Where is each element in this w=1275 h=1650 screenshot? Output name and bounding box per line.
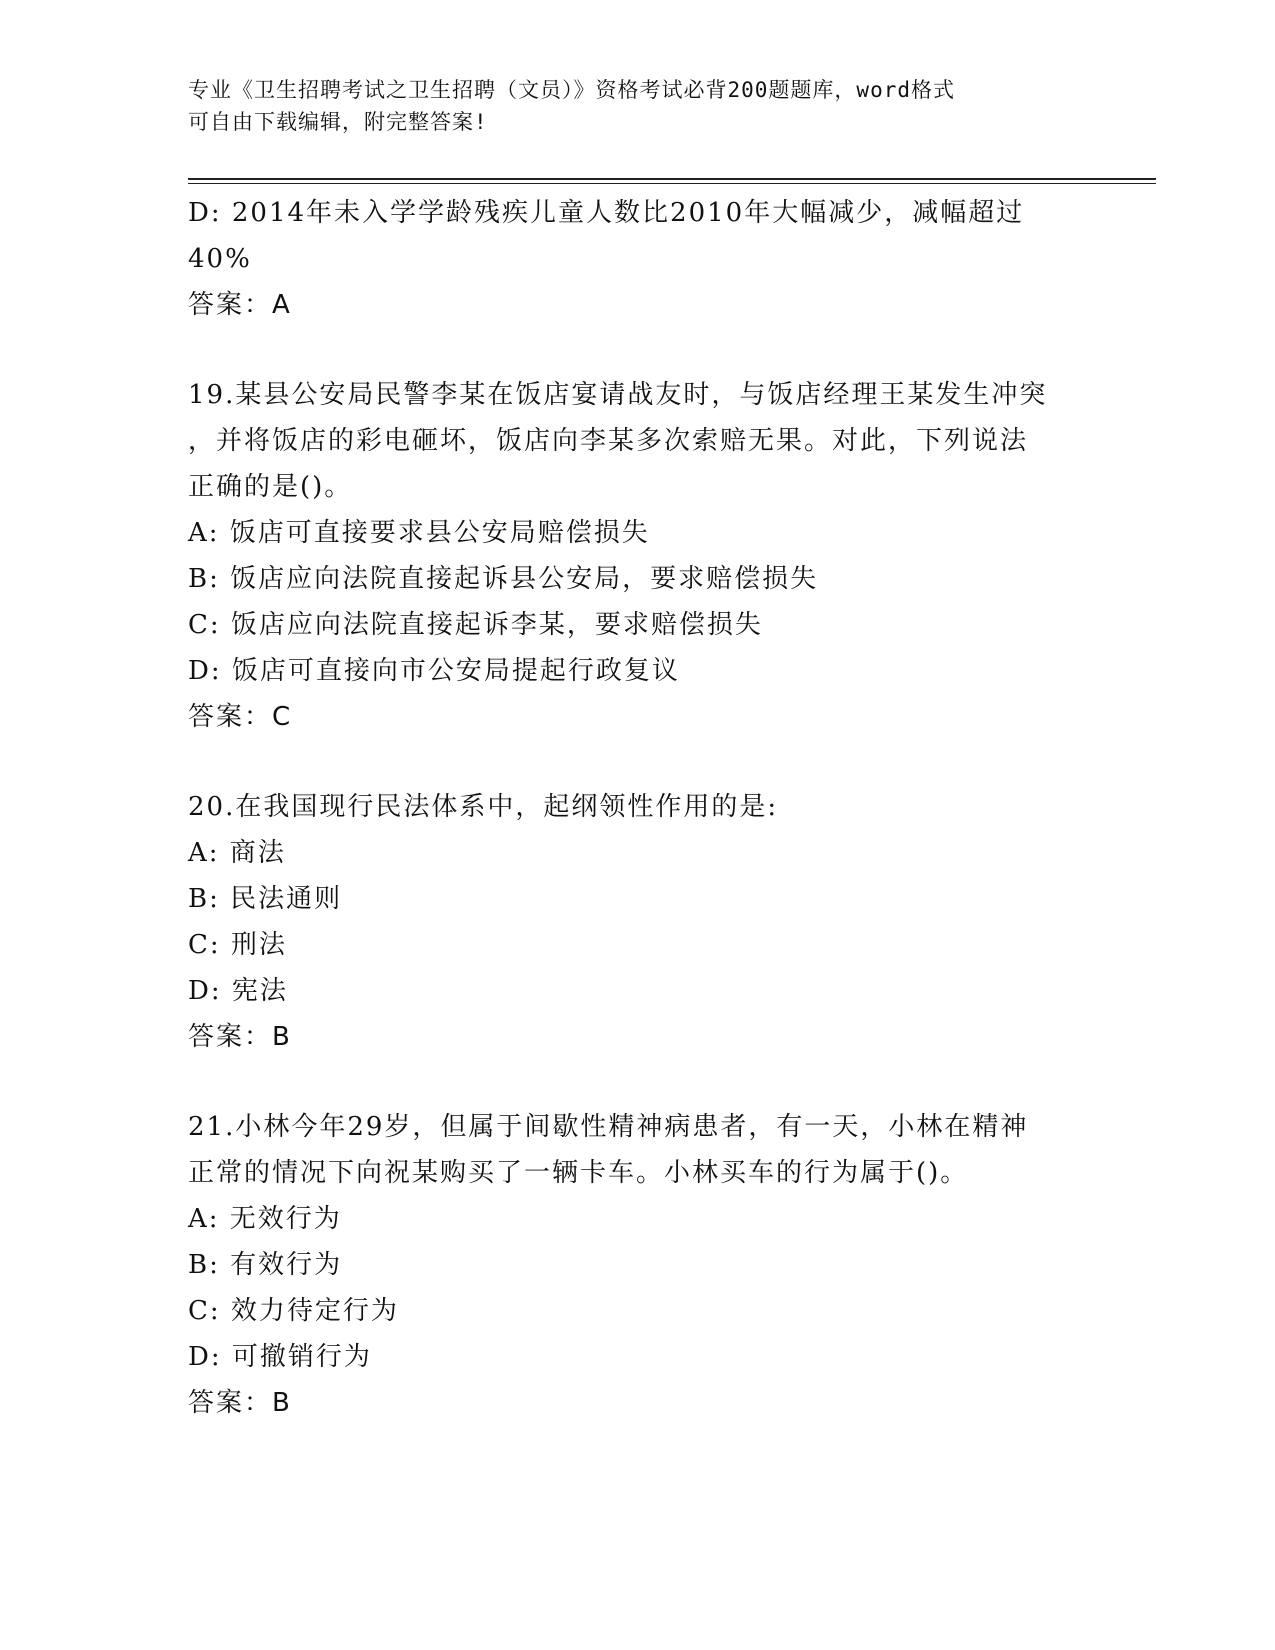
answer-line: 答案：B bbox=[188, 1388, 292, 1418]
option-b: B: 民法通则 bbox=[188, 884, 343, 914]
option-d-line-2: 40% bbox=[188, 244, 252, 274]
option-b: B: 饭店应向法院直接起诉县公安局，要求赔偿损失 bbox=[188, 564, 819, 594]
question-21 bbox=[188, 1104, 1088, 1426]
answer-line: 答案：B bbox=[188, 1022, 292, 1052]
option-d: D: 宪法 bbox=[188, 976, 288, 1006]
answer-line: 答案：C bbox=[188, 702, 293, 732]
option-c: C: 刑法 bbox=[188, 930, 287, 960]
answer-line: 答案：A bbox=[188, 290, 292, 320]
header-title-line-1: 专业《卫生招聘考试之卫生招聘（文员）》资格考试必背200题题库，word格式 bbox=[188, 78, 955, 102]
question-stem-line: ，并将饭店的彩电砸坏，饭店向李某多次索赔无果。对此，下列说法 bbox=[188, 426, 1029, 456]
question-stem-line: 19.某县公安局民警李某在饭店宴请战友时，与饭店经理王某发生冲突 bbox=[188, 380, 1048, 410]
header-divider-thin bbox=[188, 183, 1156, 184]
header-title-line-2: 可自由下载编辑，附完整答案! bbox=[188, 110, 488, 134]
question-20 bbox=[188, 784, 1088, 1060]
question-stem-line: 20.在我国现行民法体系中，起纲领性作用的是: bbox=[188, 792, 779, 822]
spacer bbox=[188, 740, 1088, 784]
option-a: A: 饭店可直接要求县公安局赔偿损失 bbox=[188, 518, 650, 548]
question-carryover bbox=[188, 190, 1088, 328]
option-c: C: 饭店应向法院直接起诉李某，要求赔偿损失 bbox=[188, 610, 763, 640]
option-d: D: 可撤销行为 bbox=[188, 1342, 372, 1372]
option-d: D: 饭店可直接向市公安局提起行政复议 bbox=[188, 656, 680, 686]
question-stem-line: 21.小林今年29岁，但属于间歇性精神病患者，有一天，小林在精神 bbox=[188, 1112, 1029, 1142]
header-divider-thick bbox=[188, 178, 1156, 180]
option-d-line-1: D: 2014年未入学学龄残疾儿童人数比2010年大幅减少，减幅超过 bbox=[188, 198, 1025, 228]
option-a: A: 商法 bbox=[188, 838, 286, 868]
spacer bbox=[188, 328, 1088, 372]
question-19 bbox=[188, 372, 1088, 740]
question-stem-line: 正确的是()。 bbox=[188, 472, 353, 502]
option-c: C: 效力待定行为 bbox=[188, 1296, 399, 1326]
spacer bbox=[188, 1060, 1088, 1104]
document-body bbox=[188, 190, 1088, 1426]
document-header bbox=[188, 74, 1088, 138]
option-b: B: 有效行为 bbox=[188, 1250, 343, 1280]
option-a: A: 无效行为 bbox=[188, 1204, 342, 1234]
question-stem-line: 正常的情况下向祝某购买了一辆卡车。小林买车的行为属于()。 bbox=[188, 1158, 969, 1188]
